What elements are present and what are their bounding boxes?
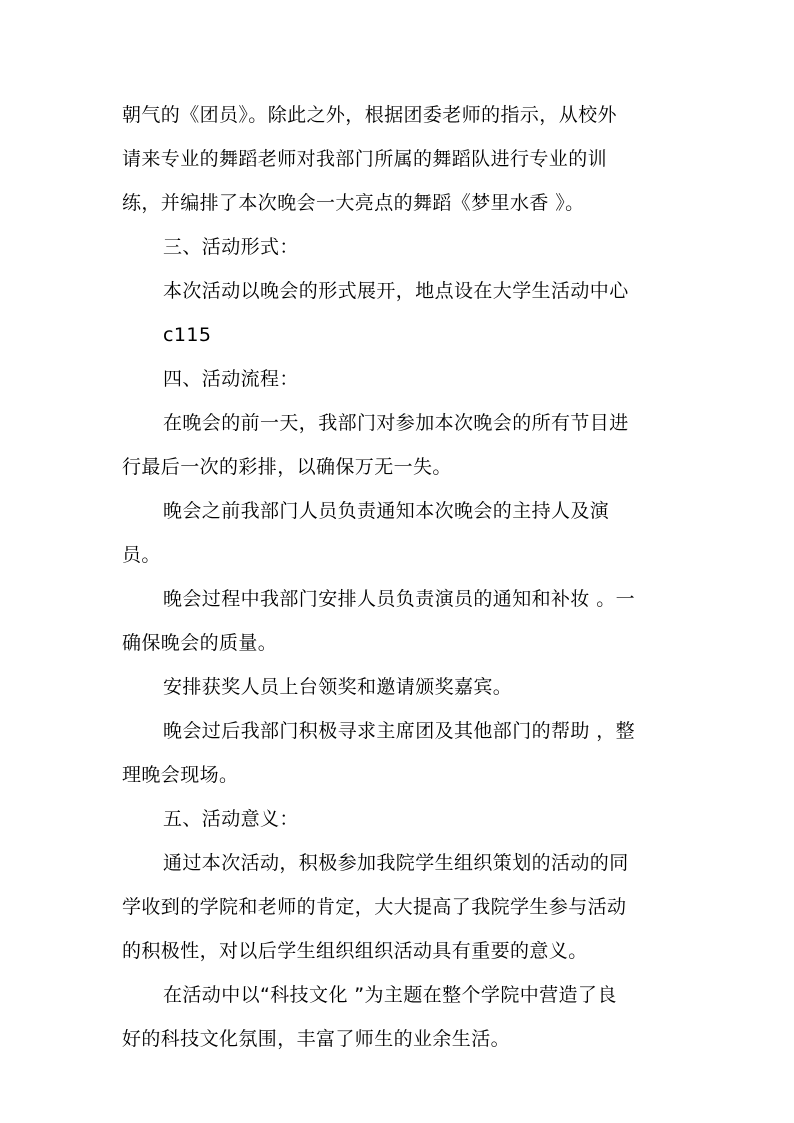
paragraph-line: 朝气的《团员》。除此之外，根据团委老师的指示，从校外 (122, 104, 617, 126)
paragraph-line: c115 (163, 324, 212, 346)
paragraph-line: 好的科技文化氛围，丰富了师生的业余生活。 (122, 1028, 511, 1050)
section-heading: 三、活动形式： (163, 236, 299, 258)
section-heading: 四、活动流程： (163, 368, 299, 390)
paragraph-line: 在晚会的前一天，我部门对参加本次晚会的所有节目进 (163, 412, 629, 434)
paragraph-line: 理晚会现场。 (122, 764, 239, 786)
paragraph-line: 安排获奖人员上台领奖和邀请颁奖嘉宾。 (163, 676, 513, 698)
paragraph-line: 在活动中以“科技文化 ”为主题在整个学院中营造了良 (163, 984, 617, 1006)
paragraph-line: 员。 (122, 544, 161, 566)
paragraph-line: 通过本次活动，积极参加我院学生组织策划的活动的同 (163, 852, 629, 874)
paragraph-line: 的积极性，对以后学生组织组织活动具有重要的意义。 (122, 940, 588, 962)
paragraph-line: 晚会之前我部门人员负责通知本次晚会的主持人及演 (163, 500, 610, 522)
paragraph-line: 学收到的学院和老师的肯定，大大提高了我院学生参与活动 (122, 896, 627, 918)
section-heading: 五、活动意义： (163, 808, 299, 830)
paragraph-line: 练，并编排了本次晚会一大亮点的舞蹈《梦里水香 》。 (122, 192, 585, 214)
paragraph-line: 确保晚会的质量。 (122, 632, 278, 654)
paragraph-line: 晚会过后我部门积极寻求主席团及其他部门的帮助 ，整 (163, 720, 636, 742)
paragraph-line: 请来专业的舞蹈老师对我部门所属的舞蹈队进行专业的训 (122, 148, 608, 170)
paragraph-line: 晚会过程中我部门安排人员负责演员的通知和补妆 。一 (163, 588, 636, 610)
paragraph-line: 本次活动以晚会的形式展开，地点设在大学生活动中心 (163, 280, 629, 302)
paragraph-line: 行最后一次的彩排，以确保万无一失。 (122, 456, 452, 478)
